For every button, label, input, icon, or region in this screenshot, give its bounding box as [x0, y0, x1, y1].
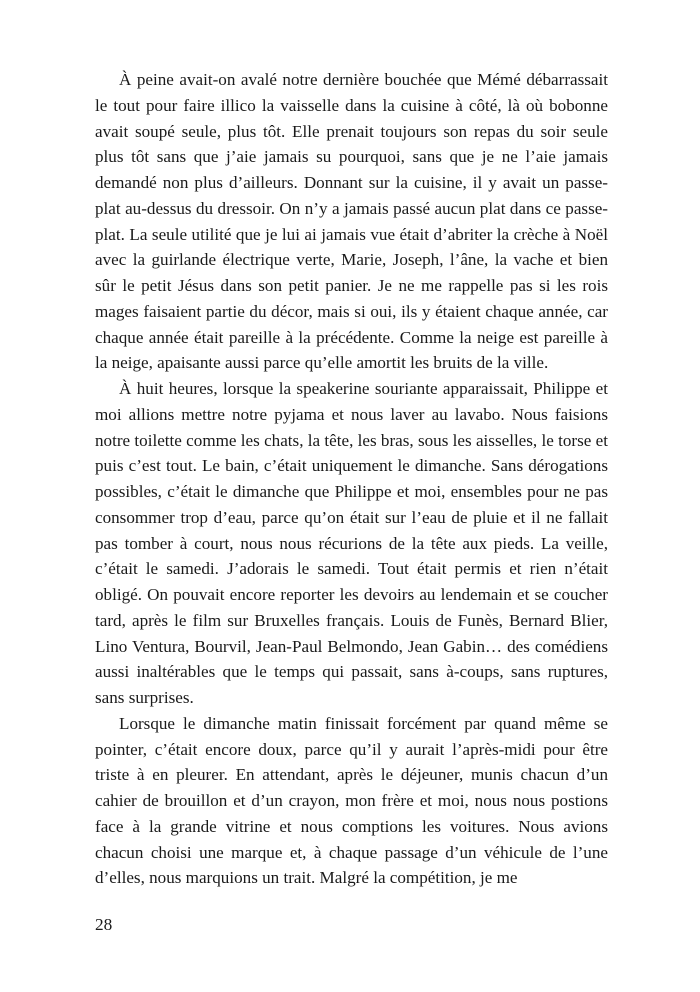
body-text: [95, 67, 608, 891]
paragraph-2: À huit heures, lorsque la speakerine souriante apparaissait, Philippe et moi allions mettre notre pyjama et nous laver au lavabo. Nous faisions notre toilette comme les chats, la tête, les bras, sous les aisselles, le torse et puis c’est tout. Le bain, c’était uniquement le dimanche. Sans dérogations possibles, c’était le dimanche que Philippe et moi, ensembles pour ne pas consommer trop d’eau, parce qu’on était sur l’eau de pluie et il ne fallait pas tomber à court, nous nous récurions de la tête aux pieds. La veille, c’était le samedi. J’adorais le samedi. Tout était permis et rien n’était obligé. On pouvait encore reporter les devoirs au lendemain et se coucher tard, après le film sur Bruxelles français. Louis de Funès, Bernard Blier, Lino Ventura, Bourvil, Jean-Paul Belmondo, Jean Gabin… des comédiens aussi inaltérables que le temps qui passait, sans à-coups, sans ruptures, sans surprises.: [95, 379, 608, 707]
paragraph-3: Lorsque le dimanche matin finissait forcément par quand même se pointer, c’était encore doux, parce qu’il y aurait l’après-midi pour être triste à en pleurer. En attendant, après le déjeuner, munis chacun d’un cahier de brouillon et d’un crayon, mon frère et moi, nous nous postions face à la grande vitrine et nous comptions les voitures. Nous avions chacun choisi une marque et, à chaque passage d’un véhicule de l’une d’elles, nous marquions un trait. Malgré la compétition, je me: [95, 713, 608, 888]
paragraph-1: À peine avait-on avalé notre dernière bouchée que Mémé débarrassait le tout pour faire illico la vaisselle dans la cuisine à côté, là où bobonne avait soupé seule, plus tôt. Elle prenait toujours son repas du soir seule plus tôt sans que j’aie jamais su pourquoi, sans que je ne l’aie jamais demandé non plus d’ailleurs. Donnant sur la cuisine, il y avait un passe-plat au-dessus du dressoir. On n’y a jamais passé aucun plat dans ce passe-plat. La seule utilité que je lui ai jamais vue était d’abriter la crèche à Noël avec la guirlande électrique verte, Marie, Joseph, l’âne, la vache et bien sûr le petit Jésus dans son petit panier. Je ne me rappelle pas si les rois mages faisaient partie du décor, mais si oui, ils y étaient chaque année, car chaque année était pareille à la précédente. Comme la neige est pareille à la neige, apaisante aussi parce qu’elle amortit les bruits de la ville.: [95, 70, 608, 373]
page-number: 28: [95, 915, 113, 934]
